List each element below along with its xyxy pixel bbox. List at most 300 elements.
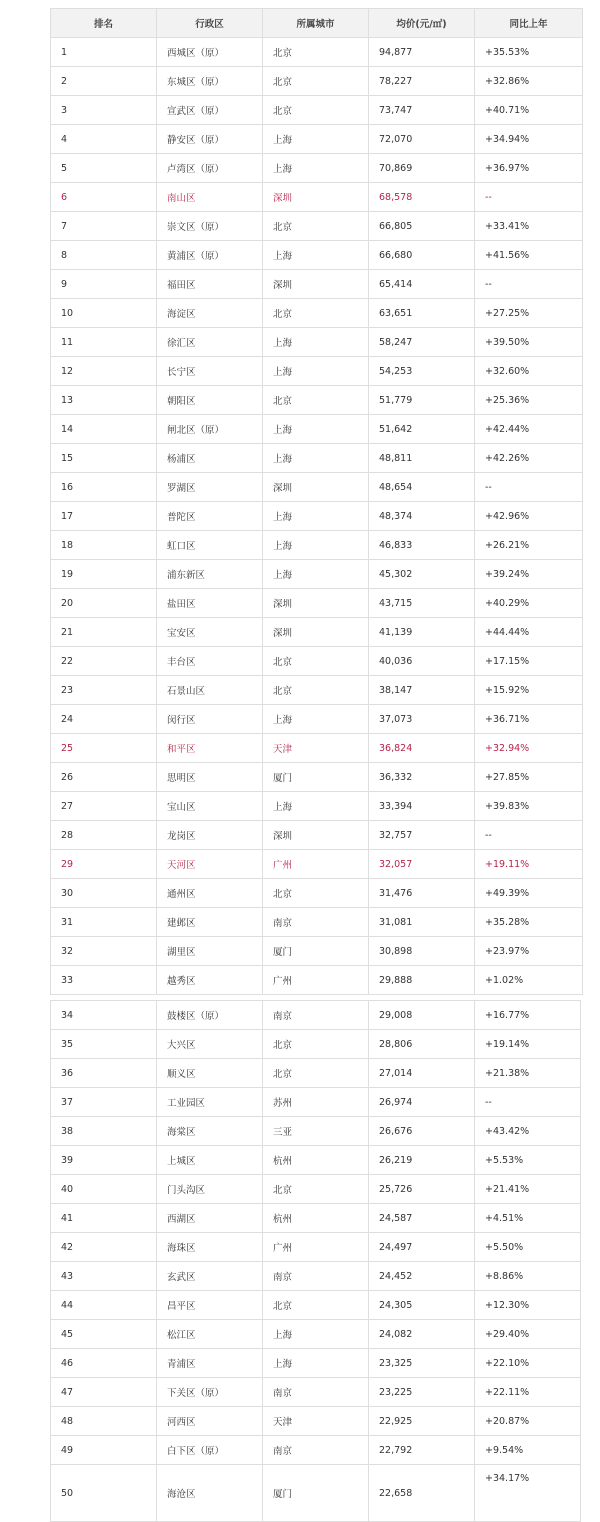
- change-cell: --: [475, 270, 583, 299]
- rank-cell: 40: [51, 1175, 157, 1204]
- district-cell: 海沧区: [157, 1465, 263, 1522]
- district-cell: 玄武区: [157, 1262, 263, 1291]
- header-city: 所属城市: [263, 9, 369, 38]
- price-cell: 24,452: [369, 1262, 475, 1291]
- price-cell: 24,587: [369, 1204, 475, 1233]
- rank-cell: 38: [51, 1117, 157, 1146]
- city-cell: 南京: [263, 1436, 369, 1465]
- change-cell: +32.86%: [475, 67, 583, 96]
- table-row: [51, 502, 583, 531]
- district-cell: 徐汇区: [157, 328, 263, 357]
- table-row: [51, 1320, 581, 1349]
- district-cell: 南山区: [157, 183, 263, 212]
- city-cell: 天津: [263, 1407, 369, 1436]
- change-cell: +8.86%: [475, 1262, 581, 1291]
- price-cell: 78,227: [369, 67, 475, 96]
- price-cell: 33,394: [369, 792, 475, 821]
- price-cell: 31,476: [369, 879, 475, 908]
- change-cell: +4.51%: [475, 1204, 581, 1233]
- city-cell: 北京: [263, 1291, 369, 1320]
- rank-cell: 7: [51, 212, 157, 241]
- table-row: [51, 67, 583, 96]
- rank-cell: 30: [51, 879, 157, 908]
- change-cell: +23.97%: [475, 937, 583, 966]
- change-cell: +35.28%: [475, 908, 583, 937]
- rank-cell: 2: [51, 67, 157, 96]
- rank-cell: 26: [51, 763, 157, 792]
- change-cell: +39.50%: [475, 328, 583, 357]
- table-row: [51, 705, 583, 734]
- change-cell: +5.53%: [475, 1146, 581, 1175]
- price-cell: 28,806: [369, 1030, 475, 1059]
- change-cell: +39.24%: [475, 560, 583, 589]
- city-cell: 苏州: [263, 1088, 369, 1117]
- table-row: [51, 1117, 581, 1146]
- change-cell: +33.41%: [475, 212, 583, 241]
- change-cell: +42.26%: [475, 444, 583, 473]
- city-cell: 北京: [263, 879, 369, 908]
- table-row: [51, 473, 583, 502]
- city-cell: 上海: [263, 415, 369, 444]
- district-cell: 普陀区: [157, 502, 263, 531]
- city-cell: 上海: [263, 502, 369, 531]
- district-cell: 青浦区: [157, 1349, 263, 1378]
- change-cell: +27.25%: [475, 299, 583, 328]
- price-cell: 46,833: [369, 531, 475, 560]
- rank-cell: 44: [51, 1291, 157, 1320]
- price-cell: 29,888: [369, 966, 475, 995]
- table-row: [51, 1059, 581, 1088]
- rank-cell: 6: [51, 183, 157, 212]
- rank-cell: 50: [51, 1465, 157, 1522]
- change-cell: +34.94%: [475, 125, 583, 154]
- district-cell: 鼓楼区（原）: [157, 1001, 263, 1030]
- city-cell: 深圳: [263, 589, 369, 618]
- rank-cell: 32: [51, 937, 157, 966]
- city-cell: 北京: [263, 647, 369, 676]
- rank-cell: 18: [51, 531, 157, 560]
- change-cell: +21.38%: [475, 1059, 581, 1088]
- table-row: [51, 444, 583, 473]
- district-cell: 东城区（原）: [157, 67, 263, 96]
- district-cell: 浦东新区: [157, 560, 263, 589]
- price-cell: 48,811: [369, 444, 475, 473]
- table-row: [51, 183, 583, 212]
- rank-cell: 22: [51, 647, 157, 676]
- table-row: [51, 1088, 581, 1117]
- rank-cell: 21: [51, 618, 157, 647]
- rank-cell: 35: [51, 1030, 157, 1059]
- price-cell: 23,325: [369, 1349, 475, 1378]
- price-cell: 66,680: [369, 241, 475, 270]
- rank-cell: 25: [51, 734, 157, 763]
- table-row: [51, 299, 583, 328]
- district-cell: 宣武区（原）: [157, 96, 263, 125]
- district-cell: 静安区（原）: [157, 125, 263, 154]
- table-row: [51, 328, 583, 357]
- district-cell: 西城区（原）: [157, 38, 263, 67]
- district-cell: 虹口区: [157, 531, 263, 560]
- district-cell: 大兴区: [157, 1030, 263, 1059]
- rank-cell: 11: [51, 328, 157, 357]
- district-cell: 河西区: [157, 1407, 263, 1436]
- price-cell: 26,974: [369, 1088, 475, 1117]
- change-cell: +9.54%: [475, 1436, 581, 1465]
- table-row: [51, 879, 583, 908]
- change-cell: +20.87%: [475, 1407, 581, 1436]
- rank-cell: 48: [51, 1407, 157, 1436]
- city-cell: 北京: [263, 1059, 369, 1088]
- table-row: [51, 125, 583, 154]
- price-cell: 73,747: [369, 96, 475, 125]
- district-cell: 白下区（原）: [157, 1436, 263, 1465]
- price-cell: 51,779: [369, 386, 475, 415]
- district-cell: 湖里区: [157, 937, 263, 966]
- rank-cell: 12: [51, 357, 157, 386]
- price-cell: 48,374: [369, 502, 475, 531]
- table-row: [51, 1001, 581, 1030]
- change-cell: +40.29%: [475, 589, 583, 618]
- table-row: [51, 1436, 581, 1465]
- price-cell: 38,147: [369, 676, 475, 705]
- change-cell: +16.77%: [475, 1001, 581, 1030]
- city-cell: 南京: [263, 1001, 369, 1030]
- price-cell: 29,008: [369, 1001, 475, 1030]
- table-row: [51, 589, 583, 618]
- change-cell: --: [475, 821, 583, 850]
- district-cell: 思明区: [157, 763, 263, 792]
- table-row: [51, 1465, 581, 1522]
- district-cell: 罗湖区: [157, 473, 263, 502]
- price-cell: 24,082: [369, 1320, 475, 1349]
- table-row: [51, 966, 583, 995]
- table-row: [51, 618, 583, 647]
- district-cell: 闵行区: [157, 705, 263, 734]
- price-cell: 22,658: [369, 1465, 475, 1522]
- district-cell: 海棠区: [157, 1117, 263, 1146]
- rank-cell: 14: [51, 415, 157, 444]
- header-rank: 排名: [51, 9, 157, 38]
- rank-cell: 24: [51, 705, 157, 734]
- price-cell: 66,805: [369, 212, 475, 241]
- table-row: [51, 154, 583, 183]
- city-cell: 南京: [263, 908, 369, 937]
- rank-cell: 17: [51, 502, 157, 531]
- price-cell: 22,925: [369, 1407, 475, 1436]
- table-row: [51, 908, 583, 937]
- price-cell: 54,253: [369, 357, 475, 386]
- rank-cell: 39: [51, 1146, 157, 1175]
- city-cell: 北京: [263, 67, 369, 96]
- city-cell: 上海: [263, 705, 369, 734]
- change-cell: +21.41%: [475, 1175, 581, 1204]
- ranking-table-part-2: [50, 1000, 581, 1522]
- change-cell: +39.83%: [475, 792, 583, 821]
- district-cell: 通州区: [157, 879, 263, 908]
- district-cell: 海珠区: [157, 1233, 263, 1262]
- table-row: [51, 1204, 581, 1233]
- city-cell: 北京: [263, 386, 369, 415]
- change-cell: +12.30%: [475, 1291, 581, 1320]
- price-cell: 48,654: [369, 473, 475, 502]
- rank-cell: 1: [51, 38, 157, 67]
- rank-cell: 23: [51, 676, 157, 705]
- rank-cell: 41: [51, 1204, 157, 1233]
- rank-cell: 20: [51, 589, 157, 618]
- city-cell: 北京: [263, 212, 369, 241]
- city-cell: 深圳: [263, 821, 369, 850]
- city-cell: 北京: [263, 676, 369, 705]
- price-cell: 25,726: [369, 1175, 475, 1204]
- change-cell: +35.53%: [475, 38, 583, 67]
- change-cell: --: [475, 1088, 581, 1117]
- district-cell: 昌平区: [157, 1291, 263, 1320]
- rank-cell: 10: [51, 299, 157, 328]
- city-cell: 杭州: [263, 1146, 369, 1175]
- table-row: [51, 821, 583, 850]
- district-cell: 上城区: [157, 1146, 263, 1175]
- table-row: [51, 647, 583, 676]
- city-cell: 上海: [263, 154, 369, 183]
- price-cell: 94,877: [369, 38, 475, 67]
- table-row: [51, 1262, 581, 1291]
- district-cell: 工业园区: [157, 1088, 263, 1117]
- table-row: [51, 212, 583, 241]
- rank-cell: 4: [51, 125, 157, 154]
- city-cell: 上海: [263, 1320, 369, 1349]
- change-cell: +22.10%: [475, 1349, 581, 1378]
- change-cell: +36.71%: [475, 705, 583, 734]
- city-cell: 深圳: [263, 618, 369, 647]
- district-cell: 黄浦区（原）: [157, 241, 263, 270]
- price-cell: 37,073: [369, 705, 475, 734]
- city-cell: 南京: [263, 1262, 369, 1291]
- rank-cell: 31: [51, 908, 157, 937]
- district-cell: 杨浦区: [157, 444, 263, 473]
- city-cell: 北京: [263, 96, 369, 125]
- rank-cell: 9: [51, 270, 157, 299]
- price-cell: 72,070: [369, 125, 475, 154]
- table-row: [51, 763, 583, 792]
- price-cell: 26,219: [369, 1146, 475, 1175]
- city-cell: 深圳: [263, 183, 369, 212]
- rank-cell: 15: [51, 444, 157, 473]
- price-cell: 63,651: [369, 299, 475, 328]
- rank-cell: 5: [51, 154, 157, 183]
- table-row: [51, 96, 583, 125]
- change-cell: +19.11%: [475, 850, 583, 879]
- price-cell: 32,757: [369, 821, 475, 850]
- city-cell: 南京: [263, 1378, 369, 1407]
- table-row: [51, 1233, 581, 1262]
- change-cell: --: [475, 473, 583, 502]
- rank-cell: 42: [51, 1233, 157, 1262]
- change-cell: +1.02%: [475, 966, 583, 995]
- city-cell: 北京: [263, 38, 369, 67]
- price-cell: 51,642: [369, 415, 475, 444]
- city-cell: 天津: [263, 734, 369, 763]
- price-cell: 24,497: [369, 1233, 475, 1262]
- price-cell: 32,057: [369, 850, 475, 879]
- city-cell: 上海: [263, 241, 369, 270]
- table-row: [51, 1349, 581, 1378]
- city-cell: 上海: [263, 444, 369, 473]
- table-row: [51, 386, 583, 415]
- change-cell: +34.17%: [475, 1465, 581, 1522]
- price-cell: 31,081: [369, 908, 475, 937]
- rank-cell: 19: [51, 560, 157, 589]
- table-row: [51, 734, 583, 763]
- rank-cell: 47: [51, 1378, 157, 1407]
- city-cell: 厦门: [263, 937, 369, 966]
- rank-cell: 29: [51, 850, 157, 879]
- city-cell: 上海: [263, 328, 369, 357]
- header-district: 行政区: [157, 9, 263, 38]
- table-row: [51, 1378, 581, 1407]
- district-cell: 门头沟区: [157, 1175, 263, 1204]
- table-row: [51, 1030, 581, 1059]
- city-cell: 深圳: [263, 473, 369, 502]
- table-row: [51, 850, 583, 879]
- district-cell: 西湖区: [157, 1204, 263, 1233]
- city-cell: 广州: [263, 850, 369, 879]
- price-cell: 27,014: [369, 1059, 475, 1088]
- district-cell: 福田区: [157, 270, 263, 299]
- rank-cell: 33: [51, 966, 157, 995]
- city-cell: 杭州: [263, 1204, 369, 1233]
- price-cell: 26,676: [369, 1117, 475, 1146]
- price-cell: 45,302: [369, 560, 475, 589]
- table-row: [51, 38, 583, 67]
- table-row: [51, 241, 583, 270]
- table-row: [51, 415, 583, 444]
- change-cell: +42.44%: [475, 415, 583, 444]
- district-cell: 闸北区（原）: [157, 415, 263, 444]
- table-row: [51, 357, 583, 386]
- rank-cell: 49: [51, 1436, 157, 1465]
- change-cell: +25.36%: [475, 386, 583, 415]
- district-cell: 和平区: [157, 734, 263, 763]
- city-cell: 深圳: [263, 270, 369, 299]
- table-row: [51, 1175, 581, 1204]
- city-cell: 厦门: [263, 1465, 369, 1522]
- change-cell: +22.11%: [475, 1378, 581, 1407]
- price-cell: 36,332: [369, 763, 475, 792]
- city-cell: 北京: [263, 299, 369, 328]
- change-cell: +42.96%: [475, 502, 583, 531]
- district-cell: 盐田区: [157, 589, 263, 618]
- table-row: [51, 1407, 581, 1436]
- table-row: [51, 676, 583, 705]
- rank-cell: 27: [51, 792, 157, 821]
- district-cell: 下关区（原）: [157, 1378, 263, 1407]
- district-cell: 天河区: [157, 850, 263, 879]
- change-cell: +19.14%: [475, 1030, 581, 1059]
- price-cell: 40,036: [369, 647, 475, 676]
- change-cell: +36.97%: [475, 154, 583, 183]
- city-cell: 广州: [263, 1233, 369, 1262]
- rank-cell: 36: [51, 1059, 157, 1088]
- change-cell: +32.60%: [475, 357, 583, 386]
- city-cell: 上海: [263, 1349, 369, 1378]
- rank-cell: 34: [51, 1001, 157, 1030]
- change-cell: +41.56%: [475, 241, 583, 270]
- table-header-row: [51, 9, 583, 38]
- change-cell: +17.15%: [475, 647, 583, 676]
- price-cell: 58,247: [369, 328, 475, 357]
- rank-cell: 45: [51, 1320, 157, 1349]
- district-cell: 龙岗区: [157, 821, 263, 850]
- ranking-table-part-1: [50, 8, 583, 995]
- change-cell: +27.85%: [475, 763, 583, 792]
- table-body-part-1: [51, 38, 583, 995]
- change-cell: +15.92%: [475, 676, 583, 705]
- price-cell: 43,715: [369, 589, 475, 618]
- table-row: [51, 560, 583, 589]
- price-cell: 68,578: [369, 183, 475, 212]
- table-row: [51, 531, 583, 560]
- district-cell: 越秀区: [157, 966, 263, 995]
- price-cell: 36,824: [369, 734, 475, 763]
- district-cell: 宝安区: [157, 618, 263, 647]
- table-body-part-2: [51, 1001, 581, 1522]
- city-cell: 三亚: [263, 1117, 369, 1146]
- city-cell: 上海: [263, 792, 369, 821]
- district-cell: 崇文区（原）: [157, 212, 263, 241]
- city-cell: 上海: [263, 560, 369, 589]
- city-cell: 北京: [263, 1030, 369, 1059]
- price-cell: 30,898: [369, 937, 475, 966]
- city-cell: 上海: [263, 357, 369, 386]
- price-cell: 22,792: [369, 1436, 475, 1465]
- price-cell: 70,869: [369, 154, 475, 183]
- district-cell: 石景山区: [157, 676, 263, 705]
- city-cell: 上海: [263, 125, 369, 154]
- header-change: 同比上年: [475, 9, 583, 38]
- rank-cell: 13: [51, 386, 157, 415]
- district-cell: 朝阳区: [157, 386, 263, 415]
- table-row: [51, 792, 583, 821]
- rank-cell: 46: [51, 1349, 157, 1378]
- price-cell: 23,225: [369, 1378, 475, 1407]
- change-cell: +5.50%: [475, 1233, 581, 1262]
- rank-cell: 28: [51, 821, 157, 850]
- city-cell: 厦门: [263, 763, 369, 792]
- city-cell: 上海: [263, 531, 369, 560]
- change-cell: +29.40%: [475, 1320, 581, 1349]
- rank-cell: 43: [51, 1262, 157, 1291]
- price-cell: 24,305: [369, 1291, 475, 1320]
- district-cell: 建邺区: [157, 908, 263, 937]
- price-cell: 65,414: [369, 270, 475, 299]
- change-cell: +40.71%: [475, 96, 583, 125]
- rank-cell: 3: [51, 96, 157, 125]
- city-cell: 北京: [263, 1175, 369, 1204]
- rank-cell: 8: [51, 241, 157, 270]
- rank-cell: 16: [51, 473, 157, 502]
- price-cell: 41,139: [369, 618, 475, 647]
- district-cell: 海淀区: [157, 299, 263, 328]
- change-cell: +43.42%: [475, 1117, 581, 1146]
- change-cell: +44.44%: [475, 618, 583, 647]
- table-row: [51, 937, 583, 966]
- district-cell: 松江区: [157, 1320, 263, 1349]
- change-cell: +49.39%: [475, 879, 583, 908]
- header-price: 均价(元/㎡): [369, 9, 475, 38]
- change-cell: +26.21%: [475, 531, 583, 560]
- district-cell: 丰台区: [157, 647, 263, 676]
- district-cell: 宝山区: [157, 792, 263, 821]
